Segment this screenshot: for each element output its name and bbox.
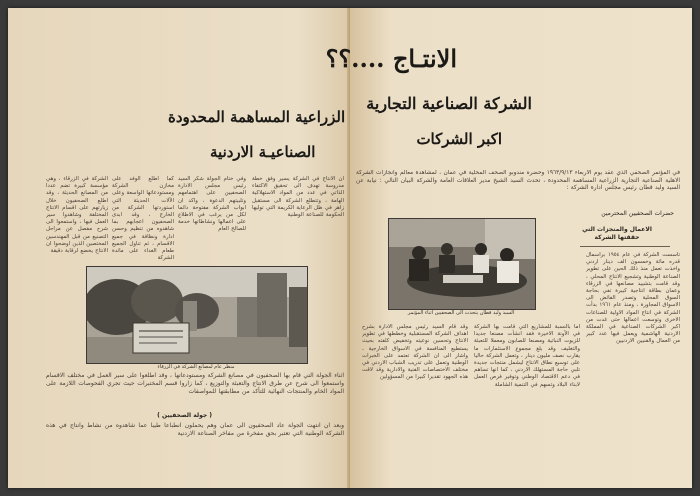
factory-photo-caption: منظر عام لمصانع الشركة في الزرقاء xyxy=(157,364,235,370)
headline-company-line2: الزراعية المساهمة المحدودة xyxy=(168,108,346,126)
left-text-column-2: كما اطلع الوفد على مخازن الشركة ومستودعاتها الواسعة وعلى الآلات الحديثة التي استوردتها الشركة من الخارج ، وقد ابدى الصحفيون اعجابهم بما شاهدوه من تنظيم وحسن ادارة ونظافة في جميع الاقسام ، ثم تناول الجميع طعام الغداء على مائدة الشركة xyxy=(112,176,174,262)
tour-heading: ( جولة الصحفيين ) xyxy=(157,412,212,419)
headline-largest-line1: اكبر الشركات xyxy=(416,130,502,148)
left-text-column-1: الشركة في الزرقاء ، وهي مؤسسة كبيرة تضم عددا من المصانع الحديثة ، وقد اطلع الصحفيون خلال زيارتهم على اقسام الانتاج المختلفة وشاهدوا سير العمل فيها ، واستمعوا الى شرح مفصل عن مراحل التصنيع من قبل المهندسين المختصين الذين اوضحوا ان الانتاج يخضع لرقابة دقيقة xyxy=(46,176,108,255)
newspaper-spread xyxy=(8,8,692,488)
press-conference-photo xyxy=(388,218,536,310)
right-body-column-3: وقد قام السيد رئيس مجلس الادارة بشرح اهداف الشركة المستقبلية وخططها في تطوير الانتاج وتحسين نوعيته وتخفيض كلفته بحيث يستطيع المنافسة في الاسواق الخارجية ، واشار الى ان الشركة تعتمد على الخبرات الوطنية وتعمل على تدريب الشباب الاردني في مختلف الاختصاصات الفنية والادارية وقد لاقت هذه الجهود تقديرا كبيرا من المسؤولين xyxy=(362,324,468,381)
factory-scene-graphic xyxy=(87,267,307,363)
greeting: حضرات الصحفيين المحترمين xyxy=(601,210,674,217)
headline-largest-line2: الصناعيـة الاردنية xyxy=(210,143,316,161)
left-page xyxy=(8,8,350,488)
left-lower-text: اثناء الجولة التي قام بها الصحفيون في مصانع الشركة ومستودعاتها ، وقد اطلعوا على سير العمل في مختلف الاقسام واستمعوا الى شرح عن طرق الانتاج والتعبئة والتوزيع ، كما زاروا قسم المختبرات حيث تجري الفحوصات اللازمة على المواد الخام والمنتجات النهائية للتأكد من مطابقتها للمواصفات xyxy=(46,372,344,395)
headline-production: الانتـاج ....؟؟ xyxy=(325,44,457,73)
left-text-column-3: وفي ختام الجولة شكر السيد رئيس مجلس الادارة الصحفيين على اهتمامهم وتلبيتهم الدعوة ، واكد ان ابواب الشركة مفتوحة دائما لكل من يرغب في الاطلاع على اعمالها ونشاطاتها خدمة للصالح العام xyxy=(178,176,246,233)
subheading-rule xyxy=(580,246,670,247)
intro-paragraph: في المؤتمر الصحفي الذي عقد يوم الاربعاء ١٩٦٣/٩/١٣ وحضره مندوبو الصحف المحلية في عمان ، لمشاهدة معالم وانجازات الشركة الاهلية الصناعية التجارية الزراعية المساهمة المحدودة ، تحدث السيد الشيخ مدير العلاقات العامة والشركة البيان التالي : نيابة عن السيد وليد قطان رئيس مجلس ادارة الشركة : xyxy=(356,170,680,192)
right-body-column-2: اما بالنسبة للمشاريع التي قامت بها الشركة في الآونة الاخيرة فقد انشأت مصنعا جديدا للزيوت النباتية ومصنعا للصابون ومعملا للتعبئة والتغليف وقد بلغ مجموع الاستثمارات ما يقارب نصف مليون دينار ، وتعمل الشركة حاليا على توسيع نطاق الانتاج ليشمل منتجات جديدة تلبي حاجة المستهلك الاردني ، كما انها تساهم في دعم الاقتصاد الوطني وتوفير فرص العمل لابناء البلاد وتسهم في التنمية الشاملة xyxy=(474,324,580,388)
headline-company-line1: الشركة الصناعية التجارية xyxy=(366,94,532,113)
left-text-column-4: ان الانتاج في الشركة يسير وفق خطة مدروسة تهدف الى تحقيق الاكتفاء الذاتي في عدد من المواد الاستهلاكية الهامة ، وتتطلع الشركة الى مستقبل زاهر في ظل الرعاية الكريمة التي توليها الحكومة للصناعة الوطنية xyxy=(252,176,344,219)
right-page xyxy=(325,8,692,488)
press-photo-caption: السيد وليد قطان يتحدث الى الصحفيين اثناء المؤتمر xyxy=(407,310,515,316)
right-body-column-1: تأسست الشركة في عام ١٩٥٤ برأسمال قدره مائة وخمسون الف دينار اردني واخذت تعمل منذ ذلك الحين على تطوير الصناعة الوطنية وتشجيع الانتاج المحلي ، وقد قامت بتشييد مصانعها في الزرقاء وعمان بطاقة انتاجية كبيرة تفي بحاجة السوق المحلية وتصدر الفائض الى الاسواق المجاورة ، ومنذ عام ١٩٦١ بدأت الشركة في انتاج المواد الاولية للصناعات الاخرى وتوسعت اعمالها حتى غدت من اكبر الشركات الصناعية في المملكة الاردنية الهاشمية ويعمل فيها عدد كبير من العمال والفنيين الاردنيين xyxy=(586,252,680,345)
achievements-subheading: الاعمال والمنجزات التي حققتها الشركة xyxy=(582,226,652,241)
left-closing-text: وبعد ان انتهت الجولة عاد الصحفيون الى عمان وهم يحملون انطباعا طيبا عما شاهدوه من نشاط وانتاج في هذه الشركة الوطنية التي تعتبر بحق مفخرة من مفاخر الصناعة الاردنية xyxy=(46,422,344,437)
factory-photo xyxy=(86,266,308,364)
press-conference-graphic xyxy=(389,219,535,309)
